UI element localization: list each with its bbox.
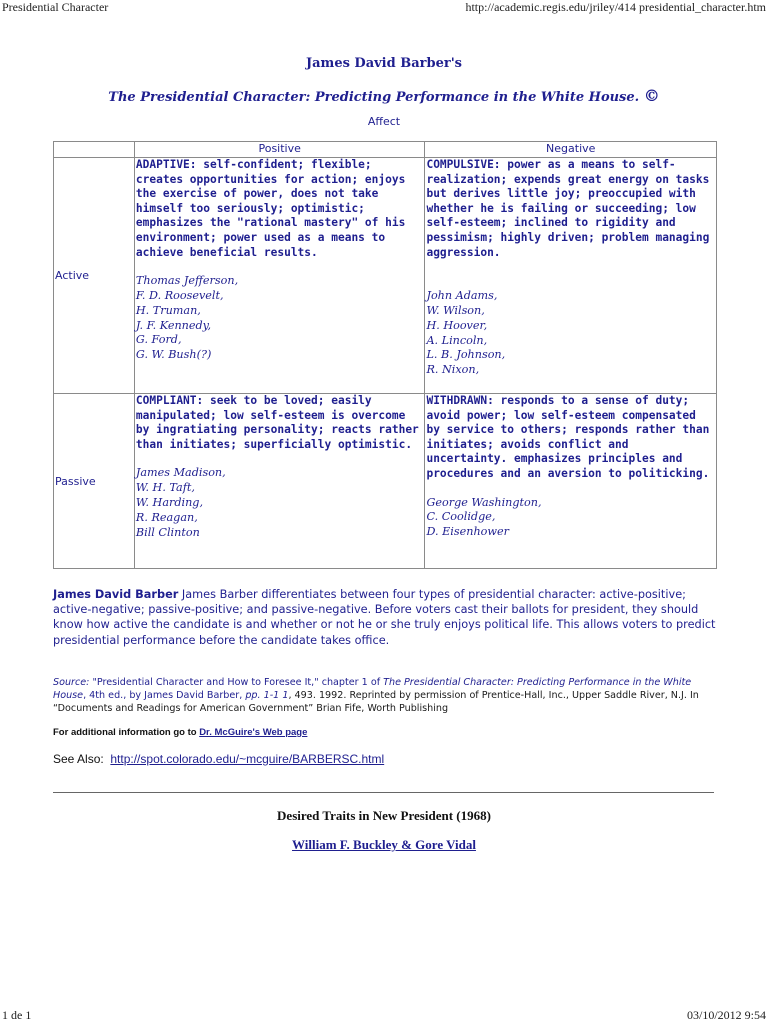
president-name: F. D. Roosevelt, (135, 288, 224, 302)
table-row-active (54, 158, 717, 394)
president-name: W. H. Taft, (135, 481, 195, 495)
type-description: WITHDRAWN: responds to a sense of duty; avoid power; low self-esteem compensated by service to others; responds rather than initiates; avoids conflict and uncertainty. emphasizes principles and procedures and an aversion to politicking. (426, 394, 710, 480)
mcguire-web-page-link[interactable]: Dr. McGuire's Web page (199, 727, 308, 738)
see-also-label: See Also: (53, 752, 104, 766)
print-footer (0, 1006, 768, 1024)
president-name: Thomas Jefferson, (135, 274, 239, 288)
buckley-vidal-link[interactable]: William F. Buckley & Gore Vidal (292, 837, 476, 852)
copyright-symbol: © (643, 86, 660, 105)
source-citation (53, 676, 717, 715)
cell-active-positive (134, 158, 425, 394)
desired-traits-heading: Desired Traits in New President (1968) (277, 808, 491, 823)
president-name: W. Harding, (135, 495, 203, 509)
source-part2: , 4th ed., by James David Barber, (83, 690, 246, 701)
type-description: ADAPTIVE: self-confident; flexible; creates opportunities for action; enjoys the exercise of power, does not take himself too seriously; optimistic; emphasizes the "rational mastery" of his environment; power used as a means to achieve beneficial results. (135, 158, 406, 259)
print-header-url: http://academic.regis.edu/jriley/414 presidential_character.htm (465, 0, 766, 14)
source-pages: pp. 1-1 1 (245, 690, 289, 701)
print-footer-page: 1 de 1 (2, 1008, 32, 1022)
president-name: H. Hoover, (426, 318, 488, 332)
affect-label: Affect (367, 115, 401, 128)
description-paragraph (53, 587, 717, 648)
table-header-positive: Positive (134, 142, 425, 158)
see-also-link[interactable]: http://spot.colorado.edu/~mcguire/BARBERSC.html (110, 752, 385, 766)
cell-passive-negative (425, 394, 717, 569)
row-label-active: Active (54, 158, 135, 394)
president-list (426, 496, 715, 540)
print-header-title: Presidential Character (2, 0, 109, 14)
president-name: L. B. Johnson, (426, 348, 506, 362)
source-label: Source: (53, 677, 90, 688)
president-name: R. Reagan, (135, 510, 198, 524)
president-list (426, 289, 715, 378)
president-name: A. Lincoln, (426, 333, 488, 347)
page-title: James David Barber's (305, 56, 463, 71)
president-name: James Madison, (135, 466, 226, 480)
president-name: Bill Clinton (135, 525, 200, 539)
president-name: D. Eisenhower (426, 525, 509, 539)
book-title (0, 86, 768, 105)
cell-passive-positive (134, 394, 425, 569)
type-description: COMPLIANT: seek to be loved; easily manipulated; low self-esteem is overcome by ingratiating personality; reacts rather than initiates; superficially optimistic. (135, 394, 419, 451)
president-name: G. W. Bush(?) (135, 348, 212, 362)
source-book-title: The Presidential Character: Predicting Performance in the White House (53, 677, 692, 701)
paragraph-body: James Barber differentiates between four types of presidential character: active-positive; active-negative; passive-positive; and passive-negative. Before voters cast their ballots for president, they should know how active the candidate is and whether or not he or she truly enjoys political life. This allows voters to predict presidential performance before the candidate takes office. (53, 588, 716, 647)
print-footer-date: 03/10/2012 9:54 (686, 1008, 766, 1022)
president-name: H. Truman, (135, 303, 201, 317)
source-part3: , 493. 1992. Reprinted by permission of Prentice-Hall, Inc., Upper Saddle River, N.J. In “Documents and Readings for American Government” Brian Fife, Worth Publishing (53, 690, 699, 714)
table-header-corner (54, 142, 135, 158)
president-name: R. Nixon, (426, 363, 480, 377)
paragraph-lead: James David Barber (53, 588, 179, 601)
table-header-negative: Negative (425, 142, 717, 158)
table-row-passive (54, 394, 717, 569)
president-name: George Washington, (426, 495, 542, 509)
president-name: J. F. Kennedy, (135, 318, 212, 332)
president-name: G. Ford, (135, 333, 182, 347)
additional-info-text: For additional information go to (53, 727, 200, 738)
row-label-passive: Passive (54, 394, 135, 569)
president-name: W. Wilson, (426, 303, 485, 317)
cell-active-negative (425, 158, 717, 394)
character-table (53, 141, 717, 569)
president-list (136, 274, 424, 363)
buckley-vidal-heading (0, 837, 768, 853)
table-header-row (54, 142, 717, 158)
additional-info (53, 727, 307, 738)
president-name: C. Coolidge, (426, 510, 496, 524)
source-part1: "Presidential Character and How to Foresee It," chapter 1 of (89, 677, 384, 688)
print-header (0, 0, 768, 14)
president-name: John Adams, (426, 289, 498, 303)
horizontal-divider (53, 792, 714, 793)
president-list (136, 466, 424, 540)
book-title-text: The Presidential Character: Predicting Performance in the White House. (108, 90, 640, 105)
see-also (53, 752, 384, 766)
type-description: COMPULSIVE: power as a means to self-realization; expends great energy on tasks but derives little joy; preoccupied with whether he is failing or succeeding; low self-esteem; inclined to rigidity and pessimism; highly driven; problem managing aggression. (426, 158, 710, 259)
